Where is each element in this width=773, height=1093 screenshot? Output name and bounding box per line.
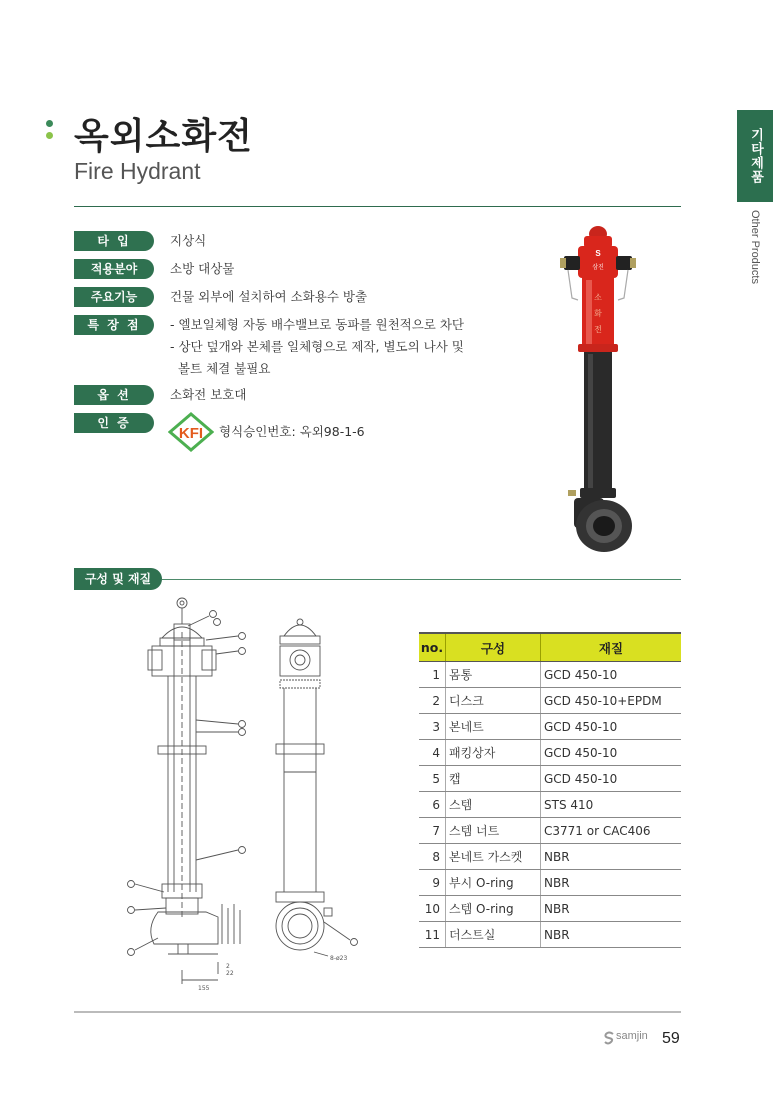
side-tab-category: 기타제품	[737, 110, 773, 202]
section-divider	[162, 579, 681, 580]
table-cell: GCD 450-10+EPDM	[541, 688, 682, 714]
table-cell: 5	[419, 766, 446, 792]
page-subtitle: Fire Hydrant	[74, 158, 201, 184]
table-row	[419, 688, 681, 714]
svg-text:전: 전	[594, 325, 602, 334]
table-cell: 6	[419, 792, 446, 818]
spec-label-application: 적용분야	[74, 259, 154, 279]
table-cell: 스템	[446, 792, 541, 818]
table-cell: 10	[419, 896, 446, 922]
side-tab-category-en: Other Products	[749, 210, 761, 284]
table-cell: 1	[419, 662, 446, 688]
table-cell: 디스크	[446, 688, 541, 714]
table-row	[419, 740, 681, 766]
table-cell: GCD 450-10	[541, 766, 682, 792]
table-cell: 11	[419, 922, 446, 948]
table-row	[419, 844, 681, 870]
spec-value-option: 소화전 보호대	[170, 387, 247, 402]
svg-text:화: 화	[594, 309, 602, 318]
footer-brand: samjin	[616, 1030, 648, 1042]
spec-value-function: 건물 외부에 설치하여 소화용수 방출	[170, 289, 368, 304]
table-row	[419, 662, 681, 688]
page-number: 59	[662, 1030, 680, 1047]
kfi-logo	[168, 412, 214, 452]
dim-small-1: 2	[226, 963, 230, 970]
table-row	[419, 818, 681, 844]
col-header-component: 구성	[446, 633, 541, 662]
table-cell: 스템 너트	[446, 818, 541, 844]
table-cell: GCD 450-10	[541, 714, 682, 740]
svg-text:S: S	[595, 249, 601, 258]
table-row	[419, 896, 681, 922]
table-cell: NBR	[541, 896, 682, 922]
spec-value-application: 소방 대상물	[170, 261, 235, 276]
parts-table	[419, 632, 681, 948]
table-cell: 더스트실	[446, 922, 541, 948]
table-cell: 4	[419, 740, 446, 766]
table-cell: 3	[419, 714, 446, 740]
kfi-logo-text: KFI	[178, 425, 204, 442]
svg-text:소: 소	[594, 293, 602, 302]
table-cell: 캡	[446, 766, 541, 792]
section-label: 구성 및 재질	[74, 568, 162, 590]
feature-line: - 엘보일체형 자동 배수밸브로 동파를 원천적으로 차단	[170, 317, 465, 332]
dim-bolt-holes: 8-ø23	[330, 955, 348, 962]
table-cell: 9	[419, 870, 446, 896]
spec-value-features	[170, 314, 464, 380]
table-cell: GCD 450-10	[541, 662, 682, 688]
table-cell: NBR	[541, 870, 682, 896]
table-cell: 몸통	[446, 662, 541, 688]
title-bullet-top	[46, 120, 53, 127]
table-row	[419, 870, 681, 896]
table-cell: 8	[419, 844, 446, 870]
table-cell: 패킹상자	[446, 740, 541, 766]
table-cell: 2	[419, 688, 446, 714]
spec-value-certification: 형식승인번호: 옥외98-1-6	[219, 424, 365, 439]
col-header-material: 재질	[541, 633, 682, 662]
table-cell: C3771 or CAC406	[541, 818, 682, 844]
footer-divider	[74, 1011, 681, 1013]
table-cell: 스템 O-ring	[446, 896, 541, 922]
spec-label-option: 옵 션	[74, 385, 154, 405]
table-cell: STS 410	[541, 792, 682, 818]
table-cell: 7	[419, 818, 446, 844]
table-row	[419, 922, 681, 948]
hydrant-brand-text: 삼진	[592, 264, 604, 271]
dim-small-2: 22	[226, 970, 234, 977]
spec-value-type: 지상식	[170, 233, 207, 248]
title-divider	[74, 206, 681, 207]
spec-label-function: 주요기능	[74, 287, 154, 307]
hydrant-photo	[548, 220, 648, 560]
table-cell: 부시 O-ring	[446, 870, 541, 896]
spec-label-certification: 인 증	[74, 413, 154, 433]
page-title: 옥외소화전	[74, 116, 253, 157]
samjin-logo-icon	[603, 1031, 615, 1045]
col-header-no: no.	[419, 633, 446, 662]
technical-drawing	[118, 592, 368, 992]
table-row	[419, 714, 681, 740]
feature-line: - 상단 덮개와 본체를 일체형으로 제작, 별도의 나사 및	[170, 339, 464, 354]
table-cell: GCD 450-10	[541, 740, 682, 766]
feature-line: 볼트 체결 불필요	[170, 361, 271, 376]
table-cell: 본네트	[446, 714, 541, 740]
title-bullet-bottom	[46, 132, 53, 139]
table-cell: 본네트 가스켓	[446, 844, 541, 870]
table-cell: NBR	[541, 844, 682, 870]
table-header-row	[419, 633, 681, 662]
table-cell: NBR	[541, 922, 682, 948]
spec-label-features: 특 장 점	[74, 315, 154, 335]
dim-width: 155	[198, 985, 210, 992]
table-row	[419, 766, 681, 792]
spec-label-type: 타 입	[74, 231, 154, 251]
table-row	[419, 792, 681, 818]
